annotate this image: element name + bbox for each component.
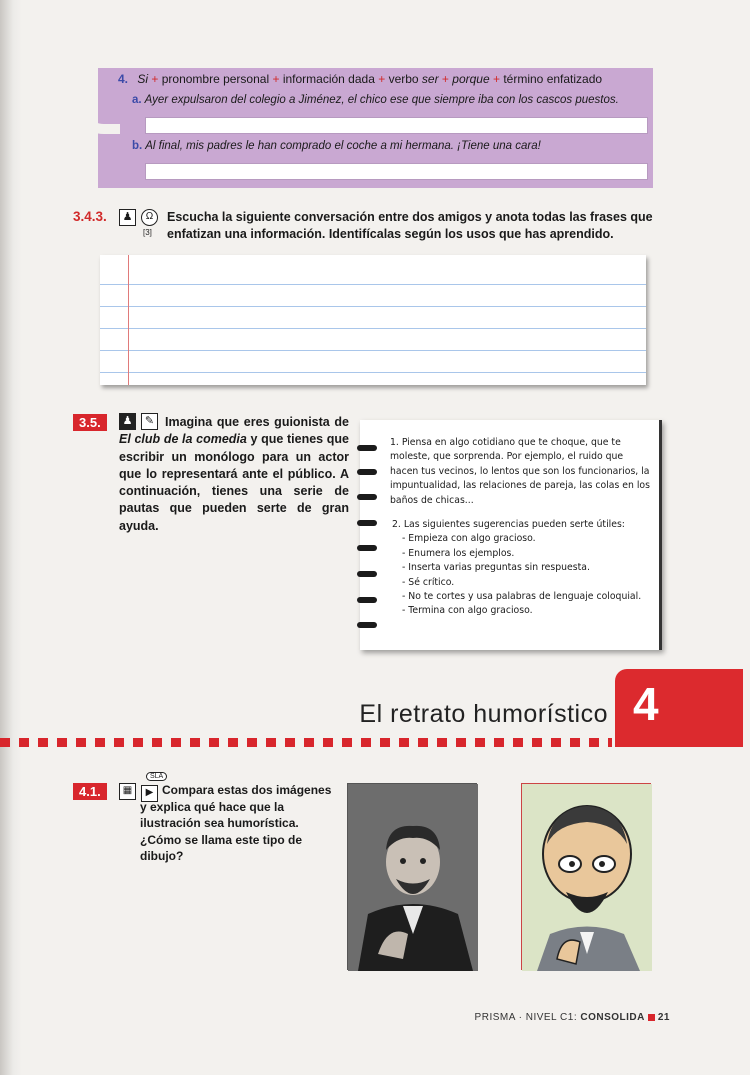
exercise-41-instruction [140,782,340,865]
individual-work-icon: ♟ [119,209,136,226]
page-number: 21 [657,1012,670,1023]
note-point-2-text: 2. Las siguientes sugerencias pueden serte útiles: [392,519,625,530]
exercise-4-item-b [132,140,541,152]
item-letter: b. [132,140,143,152]
group-grid-icon: ▦ [119,783,136,800]
item-a-text: Ayer expulsaron del colegio a Jiménez, el chico ese que siempre iba con los cascos puestos. [144,94,619,106]
formula-part: información dada [282,72,375,86]
formula-plus: + [148,72,162,86]
audio-track: [3] [143,228,152,237]
spiral-ring [357,520,377,526]
formula-plus: + [489,72,504,86]
spiral-ring [357,494,377,500]
tip-item: - No te cortes y usa palabras de lenguaje coloquial. [402,591,642,603]
exercise-4-number: 4. [118,72,129,86]
headphones-icon: Ω [141,209,158,226]
page-footer [475,1012,670,1023]
exercise-343-number: 3.4.3. [73,209,107,224]
footer-square-icon [648,1014,655,1021]
speaking-icon: ▶ [141,785,158,802]
page-gutter-shadow [0,0,22,1075]
exercise-35-text-before: Imagina que eres guionista de [165,415,349,429]
section-number-block [615,669,743,747]
caricature-icon [522,784,652,971]
caricature-drawing [521,783,651,970]
answer-line-a[interactable] [145,117,648,134]
tip-item: - Empieza con algo gracioso. [402,533,536,545]
formula-plus: + [374,72,389,86]
spiral-ring [357,469,377,475]
section-number: 4 [633,678,659,730]
formula-plus: + [269,72,283,86]
section-title: El retrato humorístico [359,700,608,728]
formula-part: pronombre personal [161,72,270,86]
sla-badge: SLA [146,772,167,781]
exercise-41-number: 4.1. [73,783,107,800]
item-b-text: Al final, mis padres le han comprado el coche a mi hermana. ¡Tiene una cara! [145,140,541,152]
note-point-1: 1. Piensa en algo cotidiano que te choque, que te moleste, que sorprenda. Por ejemplo, el ruido que hacen tus vecinos, lo lentos que son los funcionarios, la impuntualidad, las relaciones de pareja, las colas en los baños de chicas... [390,437,650,506]
formula-plus: + [438,72,453,86]
exercise-35-instruction [119,414,349,535]
show-title: El club de la comedia [119,432,247,447]
spiral-ring [357,622,377,628]
item-letter: a. [132,94,142,106]
formula-si: Si [137,72,149,86]
spiral-ring [357,597,377,603]
exercise-4-item-a [132,94,619,106]
formula-part: verbo [388,72,422,86]
spiral-ring [357,445,377,451]
pair-work-icon: ♟ [119,413,136,430]
exercise-41-text: Compara estas dos imágenes y explica qué hace que la ilustración sea humorística. ¿Cómo se llama este tipo de dibujo? [140,783,332,863]
portrait-photo [347,783,477,970]
box-hook-decoration [70,100,120,134]
notebook-margin-line [128,255,129,385]
writing-pencil-icon: ✎ [141,413,158,430]
exercise-343-instruction: Escucha la siguiente conversación entre dos amigos y anota todas las frases que enfatizan una información. Identifícalas según los usos que has aprendido. [167,210,653,241]
tip-item: - Sé crítico. [402,576,455,588]
note-point-2 [390,518,652,619]
section-dashed-rule [0,738,612,747]
spiral-ring [357,545,377,551]
spiral-ring [357,571,377,577]
tip-item: - Inserta varias preguntas sin respuesta. [402,562,590,574]
answer-line-b[interactable] [145,163,648,180]
notes-area[interactable] [100,255,646,385]
tip-item: - Enumera los ejemplos. [402,547,515,559]
exercise-35-number: 3.5. [73,414,107,431]
tip-item: - Termina con algo gracioso. [402,605,533,617]
man-portrait-icon [348,784,478,971]
formula-part: término enfatizado [503,72,603,86]
formula-ser: ser [421,72,439,86]
exercise-35-text-after: y que tienes que escribir un monólogo para un actor que lo representará ante el público. A continuación, tienes una serie de pautas que pueden serte de gran ayuda. [119,432,350,533]
formula-porque: porque [452,72,490,86]
exercise-4-formula [118,72,602,86]
footer-series: PRISMA · NIVEL C1: [474,1012,581,1023]
footer-level: CONSOLIDA [580,1012,645,1023]
